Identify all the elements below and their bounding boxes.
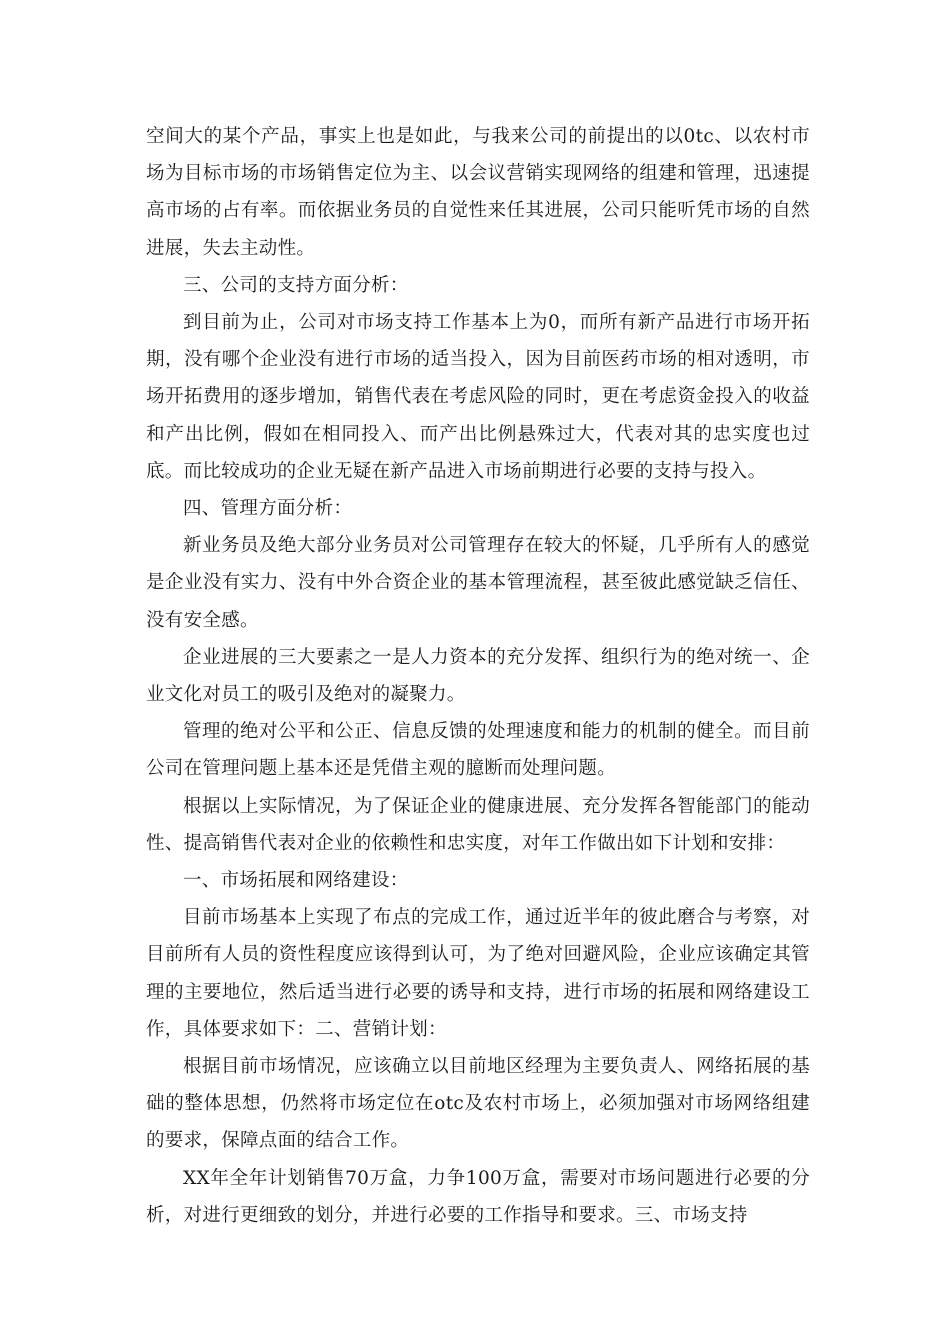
- section-heading-management: 四、管理方面分析：: [183, 498, 353, 520]
- paragraph-fairness: 管理的绝对公平和公正、信息反馈的处理速度和能力的机制的健全。而目前公司在管理问题上基本还是凭借主观的臆断而处理问题。: [146, 721, 810, 780]
- paragraph-market-expansion: 目前市场基本上实现了布点的完成工作，通过近半年的彼此磨合与考察，对目前所有人员的资性程度应该得到认可，为了绝对回避风险，企业应该确定其管理的主要地位，然后适当进行必要的诱导和支持，进行市场的拓展和网络建设工作，具体要求如下：二、营销计划：: [146, 907, 810, 1040]
- paragraph-continuation: 空间大的某个产品，事实上也是如此，与我来公司的前提出的以0tc、以农村市场为目标市场的市场销售定位为主、以会议营销实现网络的组建和管理，迅速提高市场的占有率。而依据业务员的自觉性来任其进展，公司只能听凭市场的自然进展，失去主动性。: [146, 126, 810, 259]
- paragraph-management-doubt: 新业务员及绝大部分业务员对公司管理存在较大的怀疑，几乎所有人的感觉是企业没有实力、没有中外合资企业的基本管理流程，甚至彼此感觉缺乏信任、没有安全感。: [146, 535, 810, 631]
- paragraph-sales-target: XX年全年计划销售70万盒，力争100万盒，需要对市场问题进行必要的分析，对进行更细致的划分，并进行必要的工作指导和要求。三、市场支持: [146, 1167, 810, 1226]
- document-body: [146, 118, 810, 1234]
- paragraph-three-elements: 企业进展的三大要素之一是人力资本的充分发挥、组织行为的绝对统一、企业文化对员工的吸引及绝对的凝聚力。: [146, 646, 810, 706]
- paragraph-support-analysis: 到目前为止，公司对市场支持工作基本上为0，而所有新产品进行市场开拓期，没有哪个企业没有进行市场的适当投入，因为目前医药市场的相对透明，市场开拓费用的逐步增加，销售代表在考虑风险的同时，更在考虑资金投入的收益和产出比例，假如在相同投入、而产出比例悬殊过大，代表对其的忠实度也过底。而比较成功的企业无疑在新产品进入市场前期进行必要的支持与投入。: [146, 312, 810, 482]
- section-heading-support: 三、公司的支持方面分析：: [183, 274, 409, 296]
- section-heading-market-expansion: 一、市场拓展和网络建设：: [183, 870, 409, 892]
- paragraph-marketing-plan: 根据目前市场情况，应该确立以目前地区经理为主要负责人、网络拓展的基础的整体思想，仍然将市场定位在otc及农村市场上，必须加强对市场网络组建的要求，保障点面的结合工作。: [146, 1056, 810, 1152]
- paragraph-plan-intro: 根据以上实际情况，为了保证企业的健康进展、充分发挥各智能部门的能动性、提高销售代表对企业的依赖性和忠实度，对年工作做出如下计划和安排：: [146, 795, 810, 854]
